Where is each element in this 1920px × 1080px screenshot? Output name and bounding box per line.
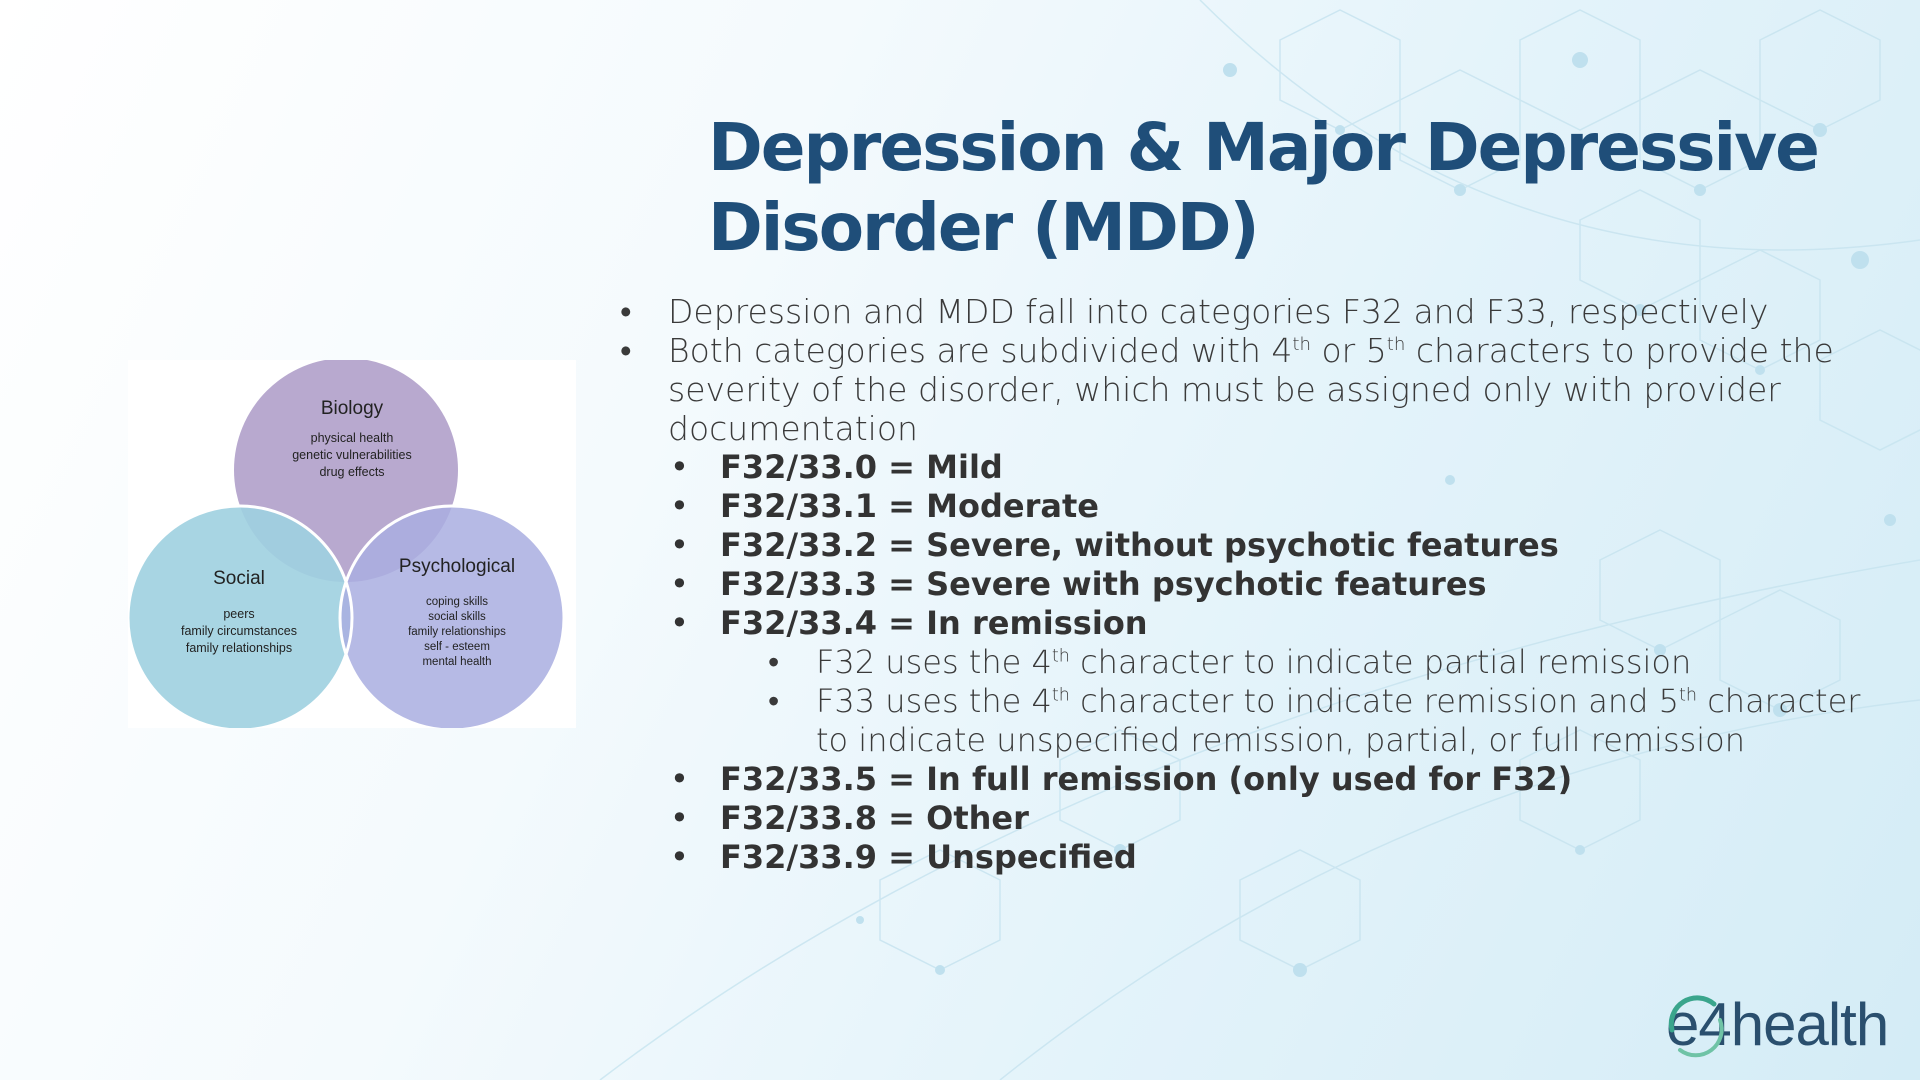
bullet-text: Depression and MDD fall into categories F32 and F33, respectively bbox=[668, 292, 1769, 331]
e4health-logo bbox=[1666, 990, 1888, 1059]
bullet-item-level-2 bbox=[620, 838, 1880, 877]
bullet-text: F32/33.4 = In remission bbox=[720, 604, 1148, 642]
superscript: th bbox=[1386, 334, 1406, 355]
bullet-text: F32/33.2 = Severe, without psychotic features bbox=[720, 526, 1559, 564]
bullet-text: Both categories are subdivided with 4 bbox=[668, 331, 1293, 370]
bullet-text: F32/33.5 = In full remission (only used for F32) bbox=[720, 760, 1573, 798]
bullet-item-level-2 bbox=[620, 760, 1880, 799]
bullet-item-level-2 bbox=[620, 799, 1880, 838]
title-line-2: Disorder (MDD) bbox=[708, 189, 1258, 266]
bullet-text: F33 uses the 4 bbox=[816, 682, 1052, 720]
venn-item: family relationships bbox=[408, 626, 506, 638]
logo-text: e4health bbox=[1666, 991, 1889, 1058]
venn-label-psychological: Psychological bbox=[398, 556, 516, 577]
venn-item: peers bbox=[223, 607, 255, 621]
title-line-1: Depression & Major Depressive bbox=[708, 109, 1818, 186]
venn-item: physical health bbox=[310, 431, 394, 445]
superscript: th bbox=[1051, 646, 1070, 667]
superscript: th bbox=[1678, 685, 1698, 706]
bullet-text: character to indicate partial remission bbox=[1069, 643, 1692, 681]
bullet-text: F32/33.8 = Other bbox=[720, 799, 1029, 837]
venn-item: coping skills bbox=[426, 596, 488, 608]
logo-ring-icon bbox=[1662, 992, 1732, 1062]
bullet-item-level-2 bbox=[620, 565, 1880, 604]
venn-item: self - esteem bbox=[424, 641, 490, 653]
bullet-item-level-2 bbox=[620, 604, 1880, 643]
bullet-text: F32/33.9 = Unspecified bbox=[720, 838, 1137, 876]
venn-item: family circumstances bbox=[181, 624, 297, 638]
bullet-item-level-2 bbox=[620, 448, 1880, 487]
venn-label-social: Social bbox=[213, 568, 265, 589]
bullet-text: F32 uses the 4 bbox=[816, 643, 1052, 681]
bullet-text: or 5 bbox=[1311, 331, 1387, 370]
bullet-list bbox=[620, 292, 1880, 877]
bullet-item-level-2 bbox=[620, 487, 1880, 526]
venn-item: social skills bbox=[428, 611, 486, 623]
venn-item: mental health bbox=[422, 656, 492, 668]
superscript: th bbox=[1051, 685, 1070, 706]
bullet-item-level-1 bbox=[620, 331, 1880, 448]
bullet-text: F32/33.3 = Severe with psychotic features bbox=[720, 565, 1487, 603]
venn-item: drug effects bbox=[319, 465, 385, 479]
bullet-item-level-3 bbox=[620, 682, 1880, 760]
bullet-item-level-3 bbox=[620, 643, 1880, 682]
bullet-item-level-2 bbox=[620, 526, 1880, 565]
slide-title bbox=[708, 108, 1858, 268]
bullet-text: character to indicate remission and 5 bbox=[1069, 682, 1679, 720]
bullet-text: F32/33.1 = Moderate bbox=[720, 487, 1099, 525]
venn-item: family relationships bbox=[185, 641, 293, 655]
bullet-item-level-1 bbox=[620, 292, 1880, 331]
bullet-text: character to indicate unspecified remission, partial, or full remission bbox=[816, 682, 1861, 759]
venn-label-biology: Biology bbox=[320, 398, 384, 419]
bullet-text: F32/33.0 = Mild bbox=[720, 448, 1003, 486]
biopsychosocial-venn-diagram bbox=[128, 360, 576, 728]
venn-item: genetic vulnerabilities bbox=[292, 448, 412, 462]
superscript: th bbox=[1292, 334, 1311, 355]
bullet-text: characters to provide the severity of the disorder, which must be assigned only with provider documentation bbox=[668, 331, 1834, 448]
